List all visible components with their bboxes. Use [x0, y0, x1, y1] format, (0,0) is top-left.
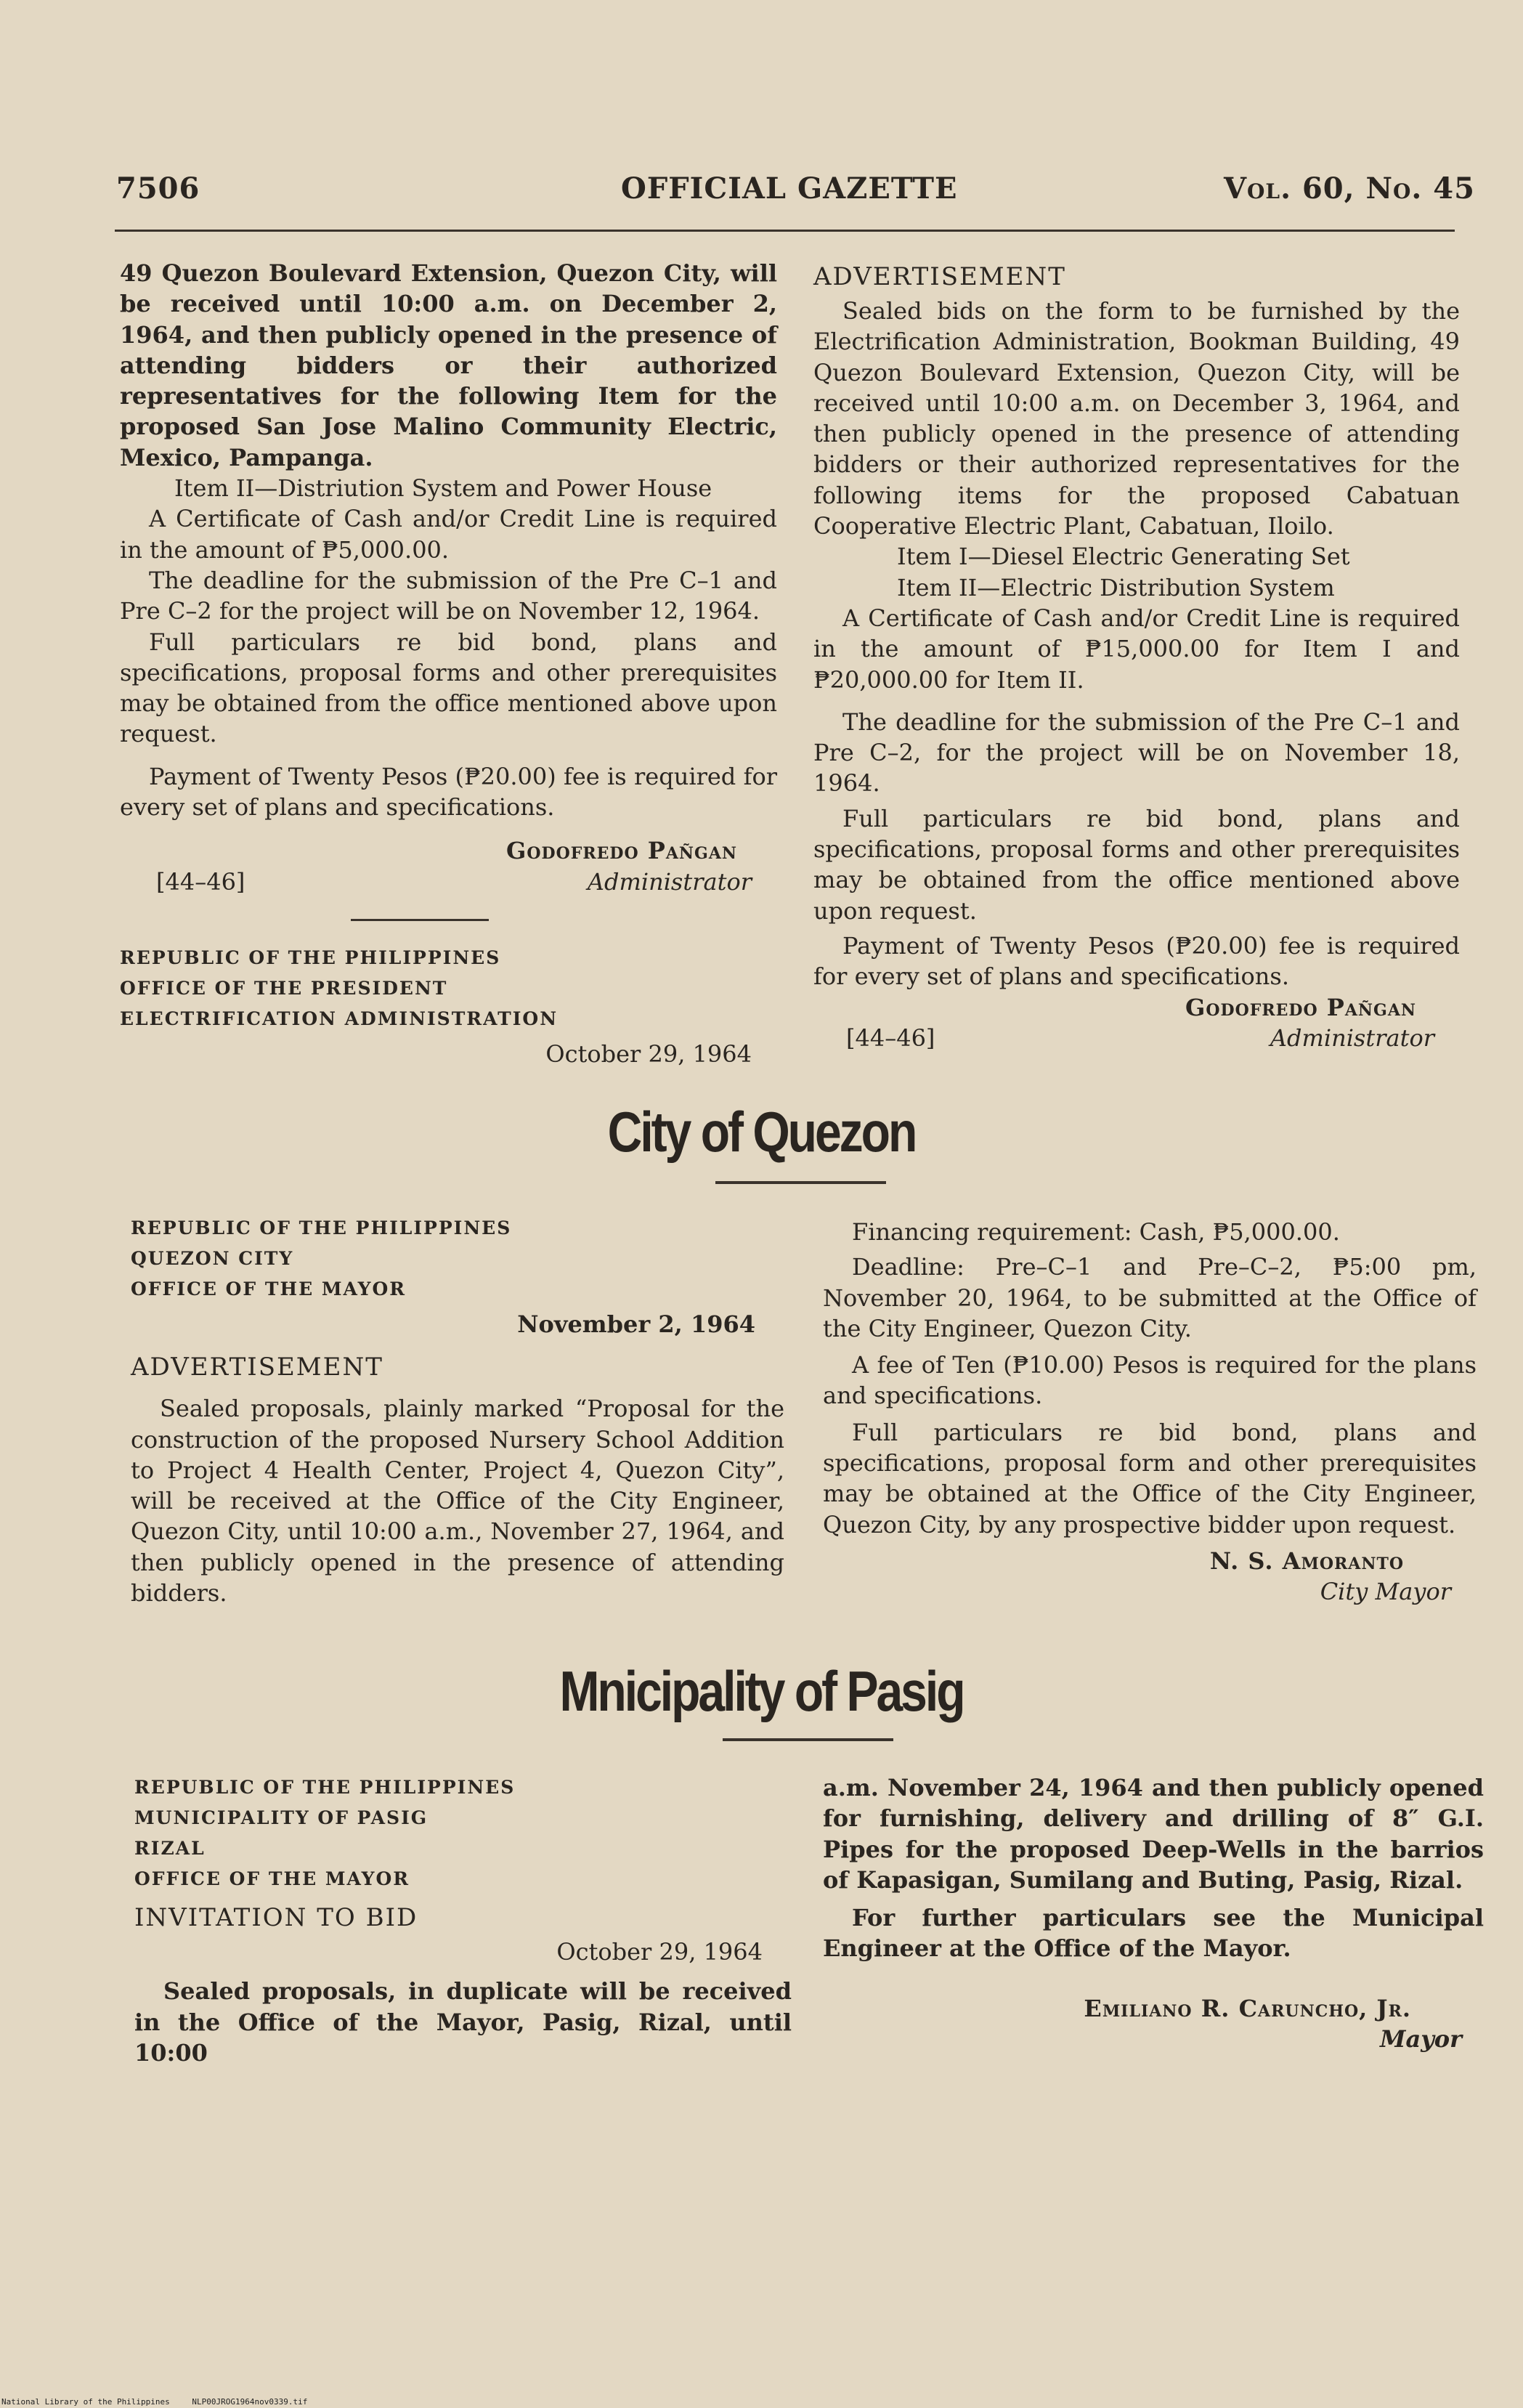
paragraph: A Certificate of Cash and/or Credit Line is required in the amount of ₱5,000.00.: [120, 505, 777, 564]
signer-name: Emiliano R. Caruncho, Jr.: [1084, 1994, 1411, 2022]
office-header-line: RIZAL: [134, 1838, 206, 1859]
signer-name: Godofredo Pañgan: [506, 837, 737, 865]
paragraph: Sealed bids on the form to be furnished by the Electrification Administration, Bookman Building, 49 Quezon Boulevard Extension, Quezon City, will be received until 10:00 a.m. on December 3, 1964, and then publicly opened in the presence of attending bidders or their authorized representatives for the following items for the proposed Cabatuan Cooperative Electric Plant, Cabatuan, Iloilo.: [813, 297, 1460, 540]
paragraph: Full particulars re bid bond, plans and specifications, proposal forms and other prerequisites may be obtained from the office mentioned above upon request.: [120, 628, 777, 748]
paragraph: a.m. November 24, 1964 and then publicly opened for furnishing, delivery and drilling of 8″ G.I. Pipes for the proposed Deep-Wells in the barrios of Kapasigan, Sumilang and Buting, Pasig, Rizal.: [823, 1774, 1484, 1894]
office-header-line: REPUBLIC OF THE PHILIPPINES: [131, 1217, 512, 1239]
notice-date: November 2, 1964: [517, 1310, 755, 1338]
pasig-right-column: [823, 1772, 1484, 2054]
notice-date: October 29, 1964: [545, 1039, 752, 1068]
paragraph: 49 Quezon Boulevard Extension, Quezon City, will be received until 10:00 a.m. on December 2, 1964, and then publicly opened in the presence of attending bidders or their authorized representatives for the following Item for the proposed San Jose Malino Community Electric, Mexico, Pampanga.: [120, 259, 777, 471]
upper-left-column: [120, 258, 777, 1069]
item-line: Item I—Diesel Electric Generating Set: [897, 543, 1350, 571]
office-header-line: REPUBLIC OF THE PHILIPPINES: [134, 1777, 516, 1798]
advertisement-heading: ADVERTISEMENT: [813, 262, 1066, 291]
upper-right-column: [813, 258, 1460, 1053]
scan-footer: [1, 2397, 325, 2407]
paragraph: Sealed proposals, plainly marked “Proposal for the construction of the proposed Nursery School Addition to Project 4 Health Center, Project 4, Quezon City”, will be received at the Office of the City Engineer, Quezon City, until 10:00 a.m., November 27, 1964, and then publicly opened in the presence of attending bidders.: [131, 1395, 784, 1608]
paragraph: Payment of Twenty Pesos (₱20.00) fee is required for every set of plans and specifications.: [120, 762, 777, 822]
item-line: Item II—Electric Distribution System: [897, 573, 1335, 601]
paragraph: Payment of Twenty Pesos (₱20.00) fee is required for every set of plans and specifications.: [813, 931, 1460, 991]
paragraph: Sealed proposals, in duplicate will be received in the Office of the Mayor, Pasig, Rizal, until 10:00: [134, 1977, 792, 2067]
quezon-left-column: [131, 1213, 784, 1608]
quezon-right-column: [823, 1217, 1477, 1608]
invitation-heading: INVITATION TO BID: [134, 1903, 418, 1932]
signer-title: Mayor: [1380, 2025, 1462, 2054]
signer-name: N. S. Amoranto: [1209, 1546, 1404, 1575]
item-line: Item II—Distriution System and Power House: [174, 474, 712, 503]
paragraph: For further particulars see the Municipal Engineer at the Office of the Mayor.: [823, 1904, 1484, 1963]
section-rule: [715, 1181, 886, 1184]
paragraph: The deadline for the submission of the Pre C–1 and Pre C–2 for the project will be on November 12, 1964.: [120, 566, 777, 625]
office-header-line: MUNICIPALITY OF PASIG: [134, 1807, 429, 1828]
paragraph: Financing requirement: Cash, ₱5,000.00.: [852, 1218, 1340, 1246]
header-rule: [115, 230, 1455, 232]
library-credit: National Library of the Philippines: [1, 2397, 170, 2407]
signer-title: City Mayor: [1320, 1578, 1451, 1606]
section-rule: [723, 1738, 893, 1741]
paragraph: A Certificate of Cash and/or Credit Line is required in the amount of ₱15,000.00 for Item I and ₱20,000.00 for Item II.: [813, 604, 1460, 694]
reference-number: [44–46]: [846, 1023, 935, 1052]
page-number: 7506: [116, 171, 200, 206]
paragraph: Deadline: Pre–C–1 and Pre–C–2, ₱5:00 pm, November 20, 1964, to be submitted at the Office of the City Engineer, Quezon City.: [823, 1253, 1477, 1342]
divider: [351, 919, 489, 921]
section-title-quezon: City of Quezon: [607, 1100, 916, 1164]
signer-title: Administrator: [587, 867, 752, 896]
reference-number: [44–46]: [156, 867, 245, 896]
office-header-line: REPUBLIC OF THE PHILIPPINES: [120, 946, 501, 968]
office-header-line: OFFICE OF THE MAYOR: [131, 1278, 407, 1300]
office-header-line: OFFICE OF THE MAYOR: [134, 1868, 410, 1889]
office-header-line: QUEZON CITY: [131, 1248, 294, 1269]
section-title-pasig: Mnicipality of Pasig: [559, 1659, 964, 1723]
paragraph: A fee of Ten (₱10.00) Pesos is required for the plans and specifications.: [823, 1351, 1477, 1410]
signer-title: Administrator: [1270, 1023, 1434, 1052]
signer-name: Godofredo Pañgan: [1185, 993, 1416, 1021]
paragraph: Full particulars re bid bond, plans and specifications, proposal form and other prerequisites may be obtained at the Office of the City Engineer, Quezon City, by any prospective bidder upon request.: [823, 1418, 1477, 1539]
paragraph: The deadline for the submission of the Pre C–1 and Pre C–2, for the project will be on November 18, 1964.: [813, 708, 1460, 798]
office-header-line: OFFICE OF THE PRESIDENT: [120, 977, 448, 999]
paragraph: Full particulars re bid bond, plans and specifications, proposal forms and other prerequisites may be obtained from the office mentioned above upon request.: [813, 804, 1460, 925]
scan-filename: NLP00JROG1964nov0339.tif: [192, 2397, 308, 2407]
advertisement-heading: ADVERTISEMENT: [131, 1353, 383, 1382]
office-header-line: ELECTRIFICATION ADMINISTRATION: [120, 1008, 559, 1029]
notice-date: October 29, 1964: [556, 1938, 763, 1966]
pasig-left-column: [134, 1772, 792, 2068]
publication-title: OFFICIAL GAZETTE: [621, 171, 958, 206]
volume-number: Vol. 60, No. 45: [1224, 171, 1475, 206]
